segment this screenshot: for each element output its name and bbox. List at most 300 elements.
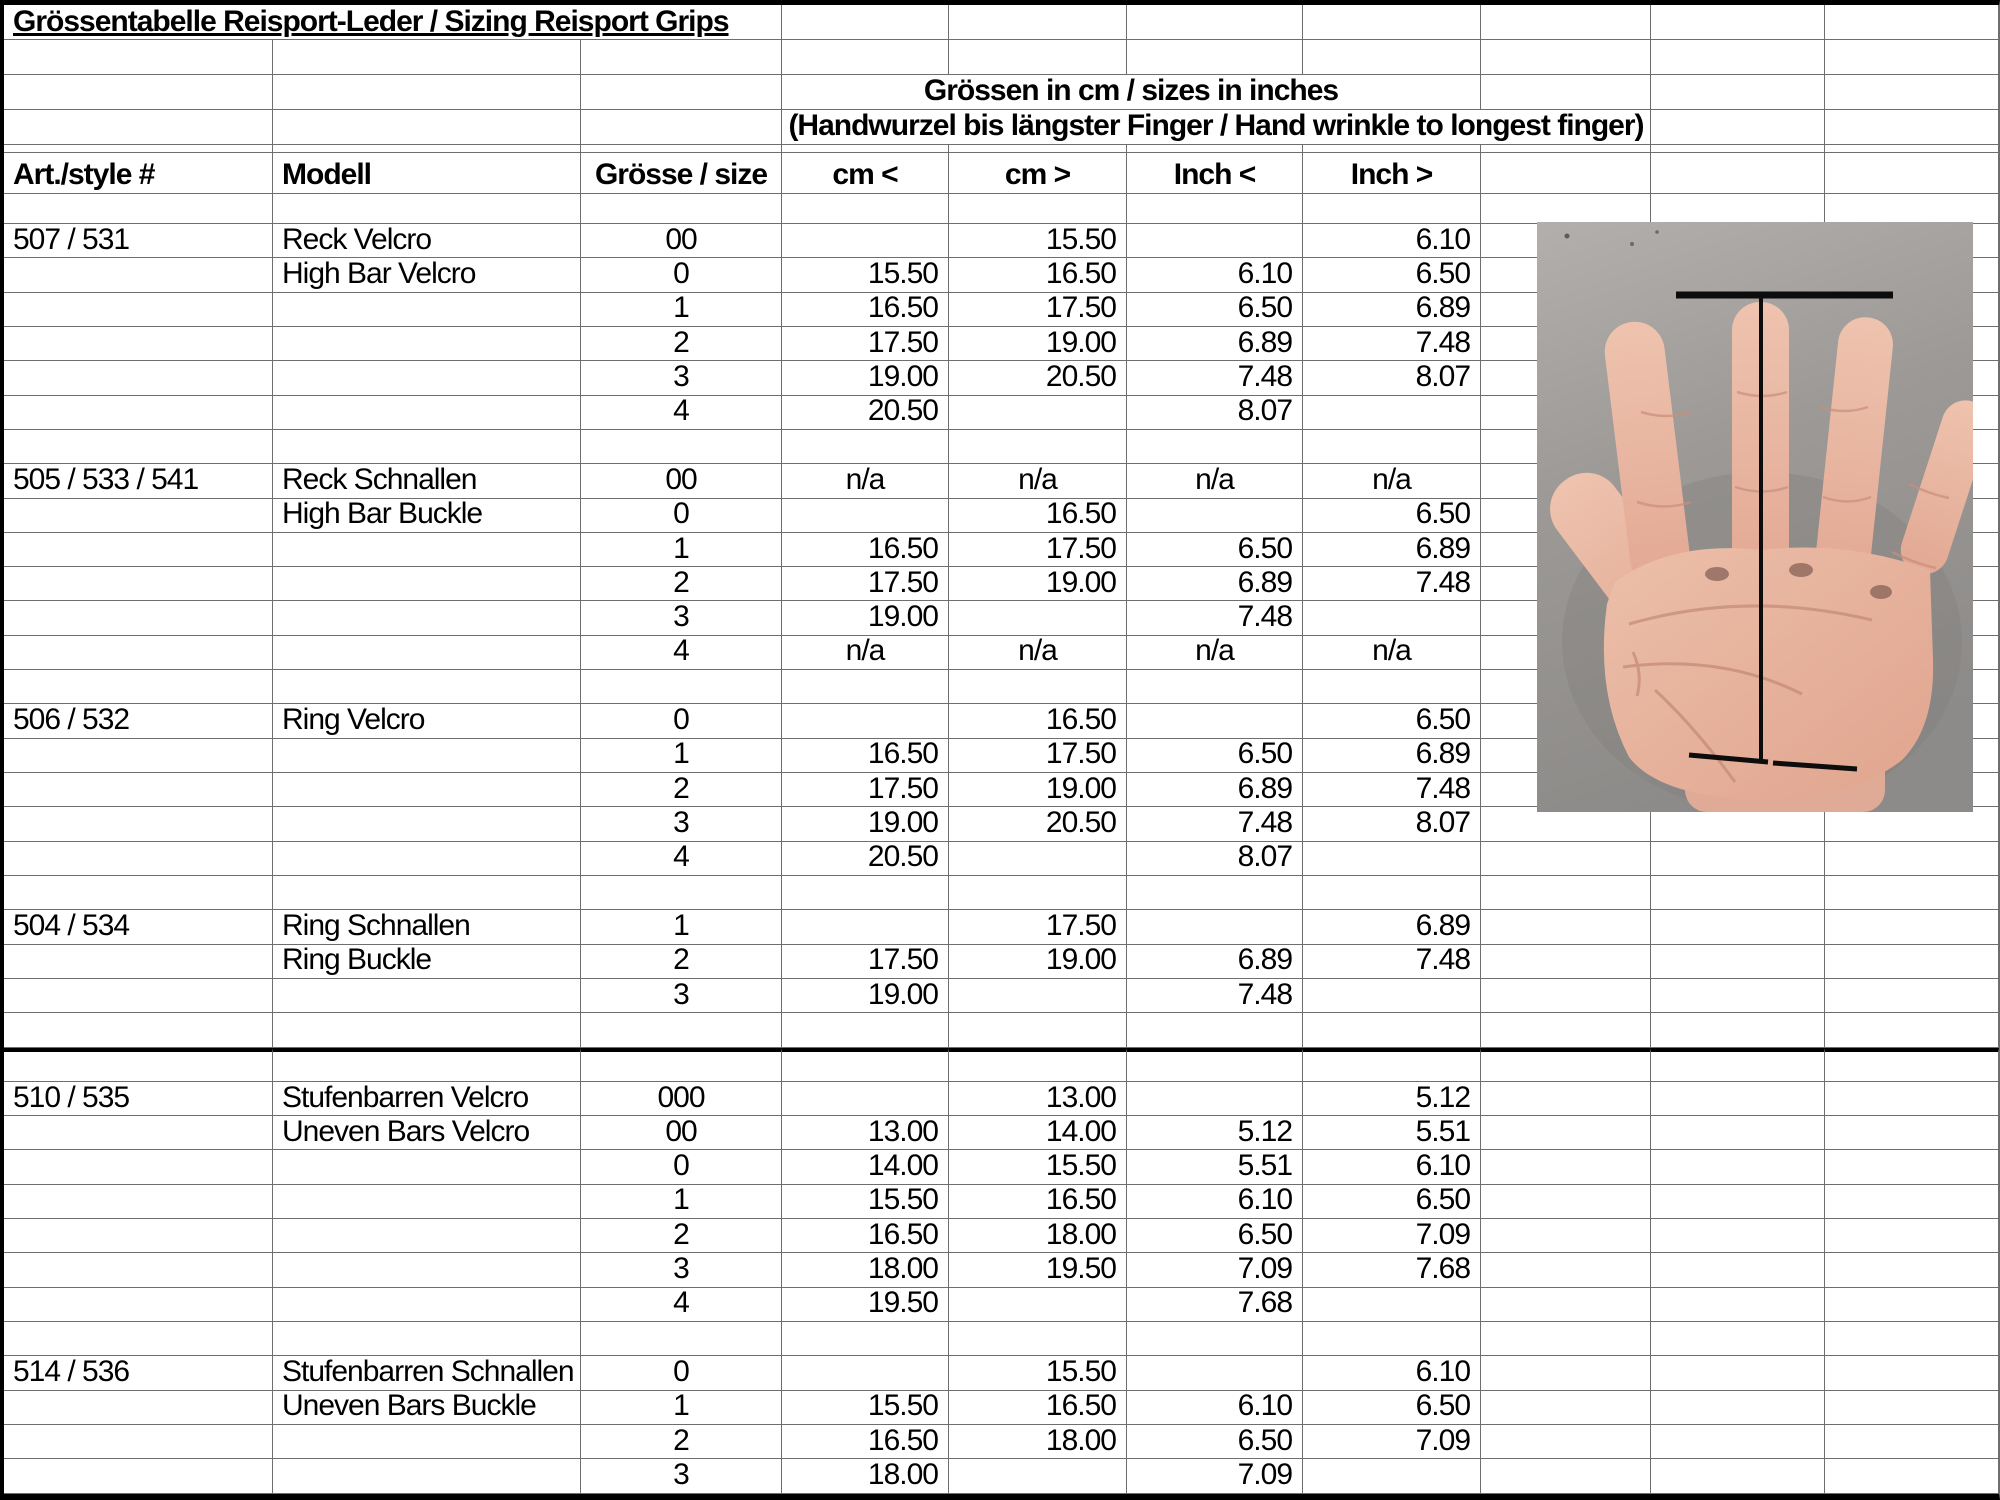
- cell-size: 4: [581, 842, 782, 876]
- cell-cm-min: 19.00: [782, 979, 949, 1013]
- cell-style-number: 507 / 531: [4, 224, 273, 258]
- empty-cell: [1651, 1391, 1825, 1425]
- cell-size: 1: [581, 533, 782, 567]
- empty-cell: [4, 75, 273, 110]
- cell-cm-max: 19.00: [949, 773, 1127, 807]
- empty-cell: [1825, 979, 1999, 1013]
- empty-cell: [4, 979, 273, 1013]
- empty-cell: [949, 601, 1127, 635]
- empty-cell: [1481, 1219, 1651, 1253]
- col-header-art-style: Art./style #: [4, 153, 273, 194]
- empty-cell: [1127, 1356, 1303, 1390]
- empty-cell: [1481, 1185, 1651, 1219]
- empty-cell: [4, 876, 273, 910]
- cell-inch-min: 6.89: [1127, 773, 1303, 807]
- empty-cell: [1651, 194, 1825, 224]
- cell-cm-max: 15.50: [949, 224, 1127, 258]
- empty-cell: [1825, 1288, 1999, 1322]
- empty-cell: [1825, 153, 1999, 194]
- empty-cell: [1651, 1288, 1825, 1322]
- cell-cm-min: 16.50: [782, 1425, 949, 1459]
- empty-cell: [782, 670, 949, 704]
- empty-cell: [273, 1253, 581, 1287]
- cell-size: 0: [581, 1356, 782, 1390]
- cell-cm-min: 16.50: [782, 533, 949, 567]
- empty-cell: [273, 145, 581, 153]
- cell-inch-min: n/a: [1127, 464, 1303, 498]
- empty-cell: [1825, 842, 1999, 876]
- cell-cm-max: 18.00: [949, 1425, 1127, 1459]
- cell-cm-min: 19.50: [782, 1288, 949, 1322]
- cell-cm-max: 17.50: [949, 293, 1127, 327]
- empty-cell: [1127, 1082, 1303, 1116]
- empty-cell: [581, 110, 782, 145]
- hand-measurement-photo: [1537, 222, 1973, 812]
- cell-size: 2: [581, 567, 782, 601]
- empty-cell: [949, 876, 1127, 910]
- empty-cell: [4, 258, 273, 292]
- empty-cell: [4, 1013, 273, 1047]
- empty-cell: [1651, 153, 1825, 194]
- cell-cm-max: 13.00: [949, 1082, 1127, 1116]
- cell-cm-max: 16.50: [949, 499, 1127, 533]
- empty-cell: [949, 145, 1127, 153]
- cell-model: Uneven Bars Buckle: [273, 1391, 581, 1425]
- empty-cell: [1825, 145, 1999, 153]
- cell-inch-min: 8.07: [1127, 842, 1303, 876]
- cell-inch-min: 6.50: [1127, 1425, 1303, 1459]
- empty-cell: [1127, 430, 1303, 464]
- empty-cell: [1825, 1356, 1999, 1390]
- cell-cm-min: 16.50: [782, 293, 949, 327]
- cell-cm-min: n/a: [782, 464, 949, 498]
- cell-cm-max: 19.00: [949, 327, 1127, 361]
- cell-inch-min: 7.09: [1127, 1459, 1303, 1493]
- empty-cell: [581, 1048, 782, 1082]
- cell-inch-max: 6.50: [1303, 704, 1481, 738]
- empty-cell: [1651, 1048, 1825, 1082]
- cell-cm-min: 17.50: [782, 773, 949, 807]
- empty-cell: [273, 40, 581, 75]
- empty-cell: [273, 601, 581, 635]
- empty-cell: [1481, 1150, 1651, 1184]
- empty-cell: [782, 704, 949, 738]
- empty-cell: [782, 224, 949, 258]
- cell-inch-min: 7.09: [1127, 1253, 1303, 1287]
- empty-cell: [1651, 1425, 1825, 1459]
- empty-cell: [949, 430, 1127, 464]
- cell-model: Stufenbarren Schnallen: [273, 1356, 581, 1390]
- cell-inch-min: 7.48: [1127, 361, 1303, 395]
- page-title: Grössentabelle Reisport-Leder / Sizing Reisport Grips: [4, 5, 782, 40]
- cell-inch-max: 7.48: [1303, 327, 1481, 361]
- empty-cell: [4, 40, 273, 75]
- empty-cell: [273, 636, 581, 670]
- empty-cell: [1481, 153, 1651, 194]
- cell-size: 0: [581, 1150, 782, 1184]
- empty-cell: [273, 293, 581, 327]
- cell-cm-max: 19.00: [949, 945, 1127, 979]
- cell-model: Reck Schnallen: [273, 464, 581, 498]
- empty-cell: [782, 1356, 949, 1390]
- cell-cm-min: 17.50: [782, 945, 949, 979]
- empty-cell: [1651, 40, 1825, 75]
- empty-cell: [1127, 670, 1303, 704]
- cell-cm-min: 14.00: [782, 1150, 949, 1184]
- empty-cell: [4, 601, 273, 635]
- cell-style-number: 514 / 536: [4, 1356, 273, 1390]
- empty-cell: [1127, 876, 1303, 910]
- cell-inch-max: 6.89: [1303, 910, 1481, 944]
- empty-cell: [1303, 194, 1481, 224]
- cell-size: 00: [581, 1116, 782, 1150]
- empty-cell: [4, 567, 273, 601]
- empty-cell: [273, 842, 581, 876]
- size-note-line1: Grössen in cm / sizes in inches: [782, 75, 1481, 110]
- cell-inch-min: 6.10: [1127, 1391, 1303, 1425]
- cell-inch-max: 7.09: [1303, 1425, 1481, 1459]
- cell-cm-max: 16.50: [949, 1391, 1127, 1425]
- empty-cell: [4, 194, 273, 224]
- empty-cell: [949, 1048, 1127, 1082]
- empty-cell: [581, 1013, 782, 1047]
- empty-cell: [1481, 5, 1651, 40]
- empty-cell: [4, 1322, 273, 1356]
- cell-model: Reck Velcro: [273, 224, 581, 258]
- cell-size: 4: [581, 636, 782, 670]
- empty-cell: [4, 842, 273, 876]
- cell-size: 3: [581, 1253, 782, 1287]
- empty-cell: [4, 1185, 273, 1219]
- empty-cell: [1825, 40, 1999, 75]
- empty-cell: [1481, 1253, 1651, 1287]
- empty-cell: [1825, 1150, 1999, 1184]
- cell-cm-max: 17.50: [949, 910, 1127, 944]
- cell-cm-max: 15.50: [949, 1356, 1127, 1390]
- empty-cell: [273, 533, 581, 567]
- cell-cm-min: 19.00: [782, 807, 949, 841]
- empty-cell: [782, 876, 949, 910]
- empty-cell: [1825, 1459, 1999, 1493]
- empty-cell: [273, 75, 581, 110]
- empty-cell: [1651, 1322, 1825, 1356]
- cell-inch-min: n/a: [1127, 636, 1303, 670]
- empty-cell: [1825, 1391, 1999, 1425]
- empty-cell: [1651, 1082, 1825, 1116]
- empty-cell: [273, 1013, 581, 1047]
- empty-cell: [1825, 876, 1999, 910]
- size-note-line2: (Handwurzel bis längster Finger / Hand wrinkle to longest finger): [782, 110, 1651, 145]
- cell-cm-min: 17.50: [782, 567, 949, 601]
- empty-cell: [1481, 1459, 1651, 1493]
- cell-inch-max: 7.48: [1303, 945, 1481, 979]
- cell-inch-min: 6.10: [1127, 258, 1303, 292]
- empty-cell: [4, 1150, 273, 1184]
- empty-cell: [4, 361, 273, 395]
- empty-cell: [4, 773, 273, 807]
- empty-cell: [1825, 1322, 1999, 1356]
- cell-inch-min: 5.12: [1127, 1116, 1303, 1150]
- empty-cell: [1481, 876, 1651, 910]
- empty-cell: [1825, 910, 1999, 944]
- empty-cell: [1481, 910, 1651, 944]
- cell-style-number: 505 / 533 / 541: [4, 464, 273, 498]
- cell-inch-min: 6.89: [1127, 567, 1303, 601]
- cell-inch-min: 6.10: [1127, 1185, 1303, 1219]
- col-header-cm-min: cm <: [782, 153, 949, 194]
- empty-cell: [1825, 807, 1999, 841]
- empty-cell: [1825, 1219, 1999, 1253]
- empty-cell: [949, 194, 1127, 224]
- empty-cell: [1303, 1322, 1481, 1356]
- empty-cell: [782, 430, 949, 464]
- empty-cell: [1303, 1288, 1481, 1322]
- cell-size: 3: [581, 1459, 782, 1493]
- cell-style-number: 506 / 532: [4, 704, 273, 738]
- cell-cm-max: 15.50: [949, 1150, 1127, 1184]
- empty-cell: [273, 194, 581, 224]
- cell-size: 4: [581, 1288, 782, 1322]
- cell-model: Ring Schnallen: [273, 910, 581, 944]
- empty-cell: [4, 1219, 273, 1253]
- empty-cell: [273, 110, 581, 145]
- cell-cm-min: 15.50: [782, 258, 949, 292]
- empty-cell: [1303, 5, 1481, 40]
- cell-cm-max: 19.50: [949, 1253, 1127, 1287]
- cell-inch-max: 7.48: [1303, 773, 1481, 807]
- empty-cell: [1303, 670, 1481, 704]
- empty-cell: [1651, 1356, 1825, 1390]
- cell-cm-min: 18.00: [782, 1253, 949, 1287]
- empty-cell: [1651, 1185, 1825, 1219]
- empty-cell: [4, 533, 273, 567]
- empty-cell: [4, 145, 273, 153]
- empty-cell: [1825, 1116, 1999, 1150]
- empty-cell: [1481, 945, 1651, 979]
- empty-cell: [1651, 1459, 1825, 1493]
- cell-size: 3: [581, 601, 782, 635]
- cell-model: Ring Buckle: [273, 945, 581, 979]
- empty-cell: [949, 1013, 1127, 1047]
- cell-cm-max: 20.50: [949, 361, 1127, 395]
- empty-cell: [273, 670, 581, 704]
- cell-cm-max: 19.00: [949, 567, 1127, 601]
- empty-cell: [1127, 224, 1303, 258]
- empty-cell: [1481, 807, 1651, 841]
- empty-cell: [273, 430, 581, 464]
- empty-cell: [581, 145, 782, 153]
- empty-cell: [1825, 5, 1999, 40]
- empty-cell: [273, 396, 581, 430]
- empty-cell: [273, 739, 581, 773]
- cell-inch-max: 8.07: [1303, 361, 1481, 395]
- empty-cell: [782, 1013, 949, 1047]
- empty-cell: [1127, 499, 1303, 533]
- cell-size: 0: [581, 258, 782, 292]
- cell-inch-min: 6.50: [1127, 1219, 1303, 1253]
- empty-cell: [1651, 876, 1825, 910]
- empty-cell: [4, 945, 273, 979]
- empty-cell: [1127, 1322, 1303, 1356]
- empty-cell: [273, 567, 581, 601]
- cell-style-number: 504 / 534: [4, 910, 273, 944]
- empty-cell: [4, 807, 273, 841]
- cell-size: 3: [581, 979, 782, 1013]
- empty-cell: [1825, 194, 1999, 224]
- hand-illustration: [1537, 222, 1973, 812]
- cell-cm-min: 16.50: [782, 1219, 949, 1253]
- cell-model: Ring Velcro: [273, 704, 581, 738]
- empty-cell: [4, 1425, 273, 1459]
- empty-cell: [949, 670, 1127, 704]
- cell-cm-min: 20.50: [782, 396, 949, 430]
- empty-cell: [1481, 194, 1651, 224]
- empty-cell: [1481, 979, 1651, 1013]
- empty-cell: [1481, 1082, 1651, 1116]
- col-header-cm-max: cm >: [949, 153, 1127, 194]
- cell-cm-max: 18.00: [949, 1219, 1127, 1253]
- cell-size: 2: [581, 327, 782, 361]
- empty-cell: [1825, 1185, 1999, 1219]
- cell-inch-max: 6.10: [1303, 1150, 1481, 1184]
- empty-cell: [1303, 1459, 1481, 1493]
- cell-inch-min: 5.51: [1127, 1150, 1303, 1184]
- cell-size: 1: [581, 293, 782, 327]
- empty-cell: [1651, 979, 1825, 1013]
- empty-cell: [949, 1288, 1127, 1322]
- cell-size: 00: [581, 224, 782, 258]
- cell-inch-min: 7.48: [1127, 807, 1303, 841]
- cell-size: 000: [581, 1082, 782, 1116]
- empty-cell: [1481, 1288, 1651, 1322]
- empty-cell: [1651, 5, 1825, 40]
- empty-cell: [782, 910, 949, 944]
- empty-cell: [782, 145, 949, 153]
- empty-cell: [949, 979, 1127, 1013]
- empty-cell: [1481, 1322, 1651, 1356]
- empty-cell: [4, 1391, 273, 1425]
- cell-size: 1: [581, 739, 782, 773]
- empty-cell: [273, 876, 581, 910]
- empty-cell: [273, 773, 581, 807]
- cell-cm-max: 16.50: [949, 258, 1127, 292]
- empty-cell: [949, 1322, 1127, 1356]
- cell-cm-max: 20.50: [949, 807, 1127, 841]
- cell-inch-min: 6.50: [1127, 739, 1303, 773]
- cell-size: 1: [581, 1391, 782, 1425]
- empty-cell: [1651, 1013, 1825, 1047]
- empty-cell: [4, 327, 273, 361]
- cell-inch-max: 6.10: [1303, 224, 1481, 258]
- cell-inch-max: 6.89: [1303, 293, 1481, 327]
- empty-cell: [1825, 1013, 1999, 1047]
- empty-cell: [1825, 945, 1999, 979]
- empty-cell: [1303, 396, 1481, 430]
- col-header-inch-min: Inch <: [1127, 153, 1303, 194]
- cell-cm-min: 17.50: [782, 327, 949, 361]
- empty-cell: [4, 739, 273, 773]
- empty-cell: [1303, 40, 1481, 75]
- cell-inch-max: 6.50: [1303, 499, 1481, 533]
- empty-cell: [949, 5, 1127, 40]
- empty-cell: [1127, 704, 1303, 738]
- empty-cell: [4, 1048, 273, 1082]
- empty-cell: [1651, 145, 1825, 153]
- cell-inch-max: 5.51: [1303, 1116, 1481, 1150]
- empty-cell: [1825, 1253, 1999, 1287]
- empty-cell: [4, 1459, 273, 1493]
- cell-style-number: 510 / 535: [4, 1082, 273, 1116]
- cell-cm-max: n/a: [949, 464, 1127, 498]
- cell-inch-max: 6.89: [1303, 533, 1481, 567]
- empty-cell: [1481, 145, 1651, 153]
- empty-cell: [782, 499, 949, 533]
- empty-cell: [1303, 876, 1481, 910]
- cell-cm-min: 13.00: [782, 1116, 949, 1150]
- cell-inch-max: 6.50: [1303, 258, 1481, 292]
- cell-inch-min: 6.50: [1127, 293, 1303, 327]
- empty-cell: [4, 430, 273, 464]
- empty-cell: [1127, 5, 1303, 40]
- cell-size: 2: [581, 1425, 782, 1459]
- empty-cell: [273, 1288, 581, 1322]
- empty-cell: [1127, 194, 1303, 224]
- empty-cell: [273, 1459, 581, 1493]
- empty-cell: [1825, 110, 1999, 145]
- cell-inch-max: 6.89: [1303, 739, 1481, 773]
- cell-model: High Bar Velcro: [273, 258, 581, 292]
- cell-cm-min: 19.00: [782, 361, 949, 395]
- cell-cm-min: n/a: [782, 636, 949, 670]
- empty-cell: [949, 40, 1127, 75]
- empty-cell: [1651, 110, 1825, 145]
- empty-cell: [782, 1082, 949, 1116]
- empty-cell: [1651, 1219, 1825, 1253]
- cell-size: 3: [581, 361, 782, 395]
- cell-cm-min: 19.00: [782, 601, 949, 635]
- empty-cell: [273, 807, 581, 841]
- empty-cell: [273, 1185, 581, 1219]
- cell-size: 0: [581, 704, 782, 738]
- cell-inch-min: 6.89: [1127, 327, 1303, 361]
- empty-cell: [1127, 1013, 1303, 1047]
- empty-cell: [4, 1288, 273, 1322]
- cell-cm-max: 14.00: [949, 1116, 1127, 1150]
- empty-cell: [4, 396, 273, 430]
- empty-cell: [782, 1322, 949, 1356]
- cell-cm-max: n/a: [949, 636, 1127, 670]
- cell-cm-max: 17.50: [949, 533, 1127, 567]
- cell-inch-min: 7.48: [1127, 601, 1303, 635]
- empty-cell: [4, 670, 273, 704]
- empty-cell: [273, 979, 581, 1013]
- cell-model: Stufenbarren Velcro: [273, 1082, 581, 1116]
- empty-cell: [949, 396, 1127, 430]
- empty-cell: [1825, 1048, 1999, 1082]
- empty-cell: [4, 1253, 273, 1287]
- cell-model: High Bar Buckle: [273, 499, 581, 533]
- cell-size: 2: [581, 945, 782, 979]
- empty-cell: [1481, 1425, 1651, 1459]
- empty-cell: [1651, 1116, 1825, 1150]
- empty-cell: [949, 842, 1127, 876]
- col-header-modell: Modell: [273, 153, 581, 194]
- empty-cell: [581, 670, 782, 704]
- empty-cell: [4, 636, 273, 670]
- cell-inch-min: 6.89: [1127, 945, 1303, 979]
- cell-size: 2: [581, 1219, 782, 1253]
- empty-cell: [1127, 40, 1303, 75]
